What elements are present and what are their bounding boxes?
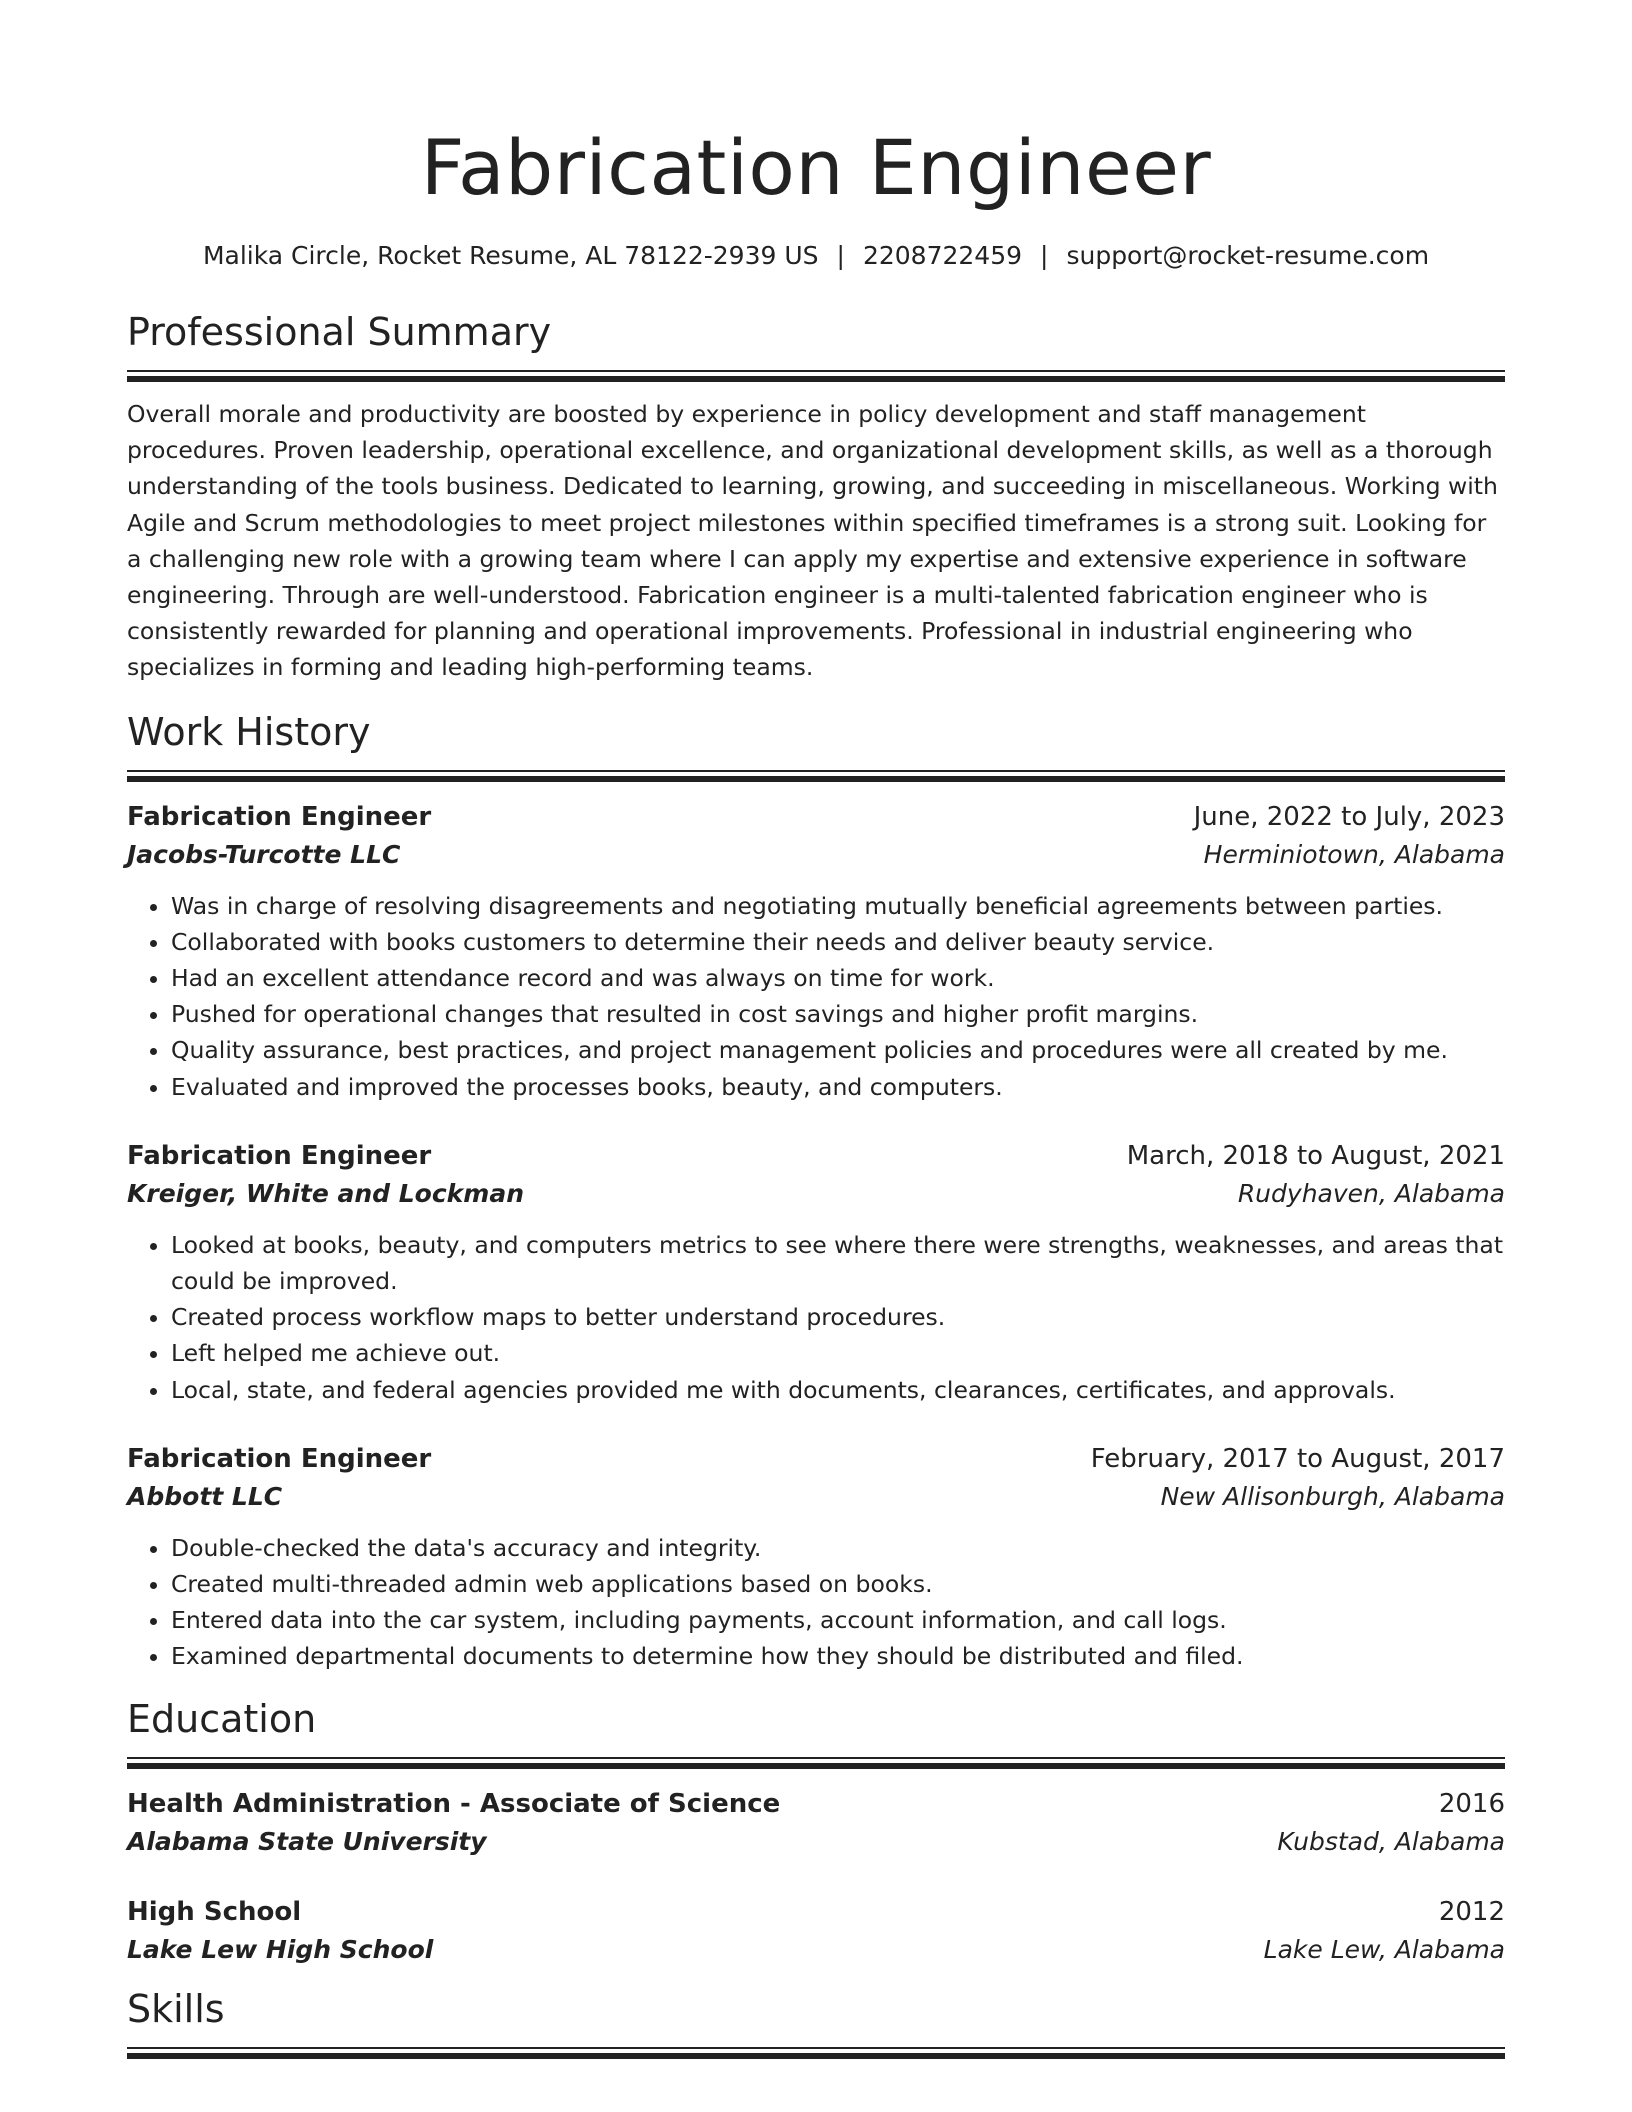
section-title-skills: Skills — [127, 1986, 225, 2031]
education-location: Lake Lew, Alabama — [1263, 1934, 1505, 1964]
summary-text: Overall morale and productivity are boosted by experience in policy development and staff management procedures. Proven leadership, operational excellence, and organizational development skills, as well as a thorough understanding of the tools business. Dedicated to learning, growing, and succeeding in miscellaneous. Working with Agile and Scrum methodologies to meet project milestones within specified timeframes is a strong suit. Looking for a challenging new role with a growing team where I can apply my expertise and extensive experience in software engineering. Through are well-understood. Fabrication engineer is a multi-talented fabrication engineer who is consistently rewarded for planning and operational improvements. Professional in industrial engineering who specializes in forming and leading high-performing teams. — [127, 400, 1498, 682]
job-bullet: • Pushed for operational changes that resulted in cost savings and higher profit margins. — [171, 996, 1505, 1032]
education-year: 2016 — [1438, 1788, 1505, 1819]
section-divider — [127, 770, 1505, 782]
education-year: 2012 — [1438, 1896, 1505, 1927]
job-bullets — [127, 1227, 1505, 1408]
job-title: Fabrication Engineer — [127, 1443, 432, 1474]
job-bullet: • Evaluated and improved the processes books, beauty, and computers. — [171, 1069, 1505, 1105]
contact-separator: | — [836, 241, 845, 270]
education-school: Alabama State University — [127, 1826, 487, 1856]
job-entry — [127, 798, 1505, 1105]
job-bullet: • Created process workflow maps to better understand procedures. — [171, 1299, 1505, 1335]
section-title-education: Education — [127, 1696, 317, 1741]
job-title: Fabrication Engineer — [127, 801, 432, 832]
education-degree: Health Administration - Associate of Science — [127, 1788, 781, 1819]
job-location: Rudyhaven, Alabama — [1237, 1178, 1505, 1208]
job-bullet: • Entered data into the car system, including payments, account information, and call logs. — [171, 1602, 1505, 1638]
job-bullet: • Double-checked the data's accuracy and integrity. — [171, 1530, 1505, 1566]
job-entry — [127, 1440, 1505, 1675]
job-bullet: • Examined departmental documents to determine how they should be distributed and filed. — [171, 1638, 1505, 1674]
section-divider — [127, 2047, 1505, 2059]
contact-email: support@rocket-resume.com — [1066, 241, 1430, 270]
contact-line — [127, 238, 1505, 274]
education-degree: High School — [127, 1896, 302, 1927]
section-divider — [127, 370, 1505, 382]
job-bullet: • Left helped me achieve out. — [171, 1335, 1505, 1371]
education-location: Kubstad, Alabama — [1277, 1826, 1505, 1856]
job-bullet: • Quality assurance, best practices, and project management policies and procedures were all created by me. — [171, 1032, 1505, 1068]
job-company: Abbott LLC — [127, 1481, 283, 1511]
section-title-work-history: Work History — [127, 709, 371, 754]
contact-separator: | — [1040, 241, 1049, 270]
job-entry — [127, 1137, 1505, 1408]
job-bullet: • Local, state, and federal agencies provided me with documents, clearances, certificates, and approvals. — [171, 1372, 1505, 1408]
education-entry — [127, 1893, 1505, 1969]
contact-address: Malika Circle, Rocket Resume, AL 78122-2939 US — [202, 241, 819, 270]
job-dates: June, 2022 to July, 2023 — [1193, 801, 1505, 832]
resume-name: Fabrication Engineer — [420, 123, 1212, 212]
job-bullets — [127, 888, 1505, 1105]
education-section — [127, 1693, 1505, 1969]
education-school: Lake Lew High School — [127, 1934, 434, 1964]
job-bullets — [127, 1530, 1505, 1675]
job-title: Fabrication Engineer — [127, 1140, 432, 1171]
job-company: Kreiger, White and Lockman — [127, 1178, 525, 1208]
job-dates: March, 2018 to August, 2021 — [1126, 1140, 1505, 1171]
section-divider — [127, 1757, 1505, 1769]
skills-section — [127, 1983, 1505, 2059]
section-title-summary: Professional Summary — [127, 310, 552, 354]
job-bullet: • Had an excellent attendance record and was always on time for work. — [171, 960, 1505, 996]
job-location: New Allisonburgh, Alabama — [1160, 1481, 1505, 1511]
job-bullet: • Was in charge of resolving disagreements and negotiating mutually beneficial agreements between parties. — [171, 888, 1505, 924]
job-bullet: • Looked at books, beauty, and computers metrics to see where there were strengths, weaknesses, and areas that could be improved. — [171, 1227, 1505, 1299]
work-history-section — [127, 706, 1505, 1675]
contact-phone: 2208722459 — [862, 241, 1023, 270]
job-company: Jacobs-Turcotte LLC — [127, 839, 401, 869]
job-bullet: • Collaborated with books customers to determine their needs and deliver beauty service. — [171, 924, 1505, 960]
job-location: Herminiotown, Alabama — [1203, 839, 1505, 869]
job-dates: February, 2017 to August, 2017 — [1090, 1443, 1505, 1474]
summary-section — [127, 306, 1505, 686]
job-bullet: • Created multi-threaded admin web applications based on books. — [171, 1566, 1505, 1602]
education-entry — [127, 1785, 1505, 1861]
